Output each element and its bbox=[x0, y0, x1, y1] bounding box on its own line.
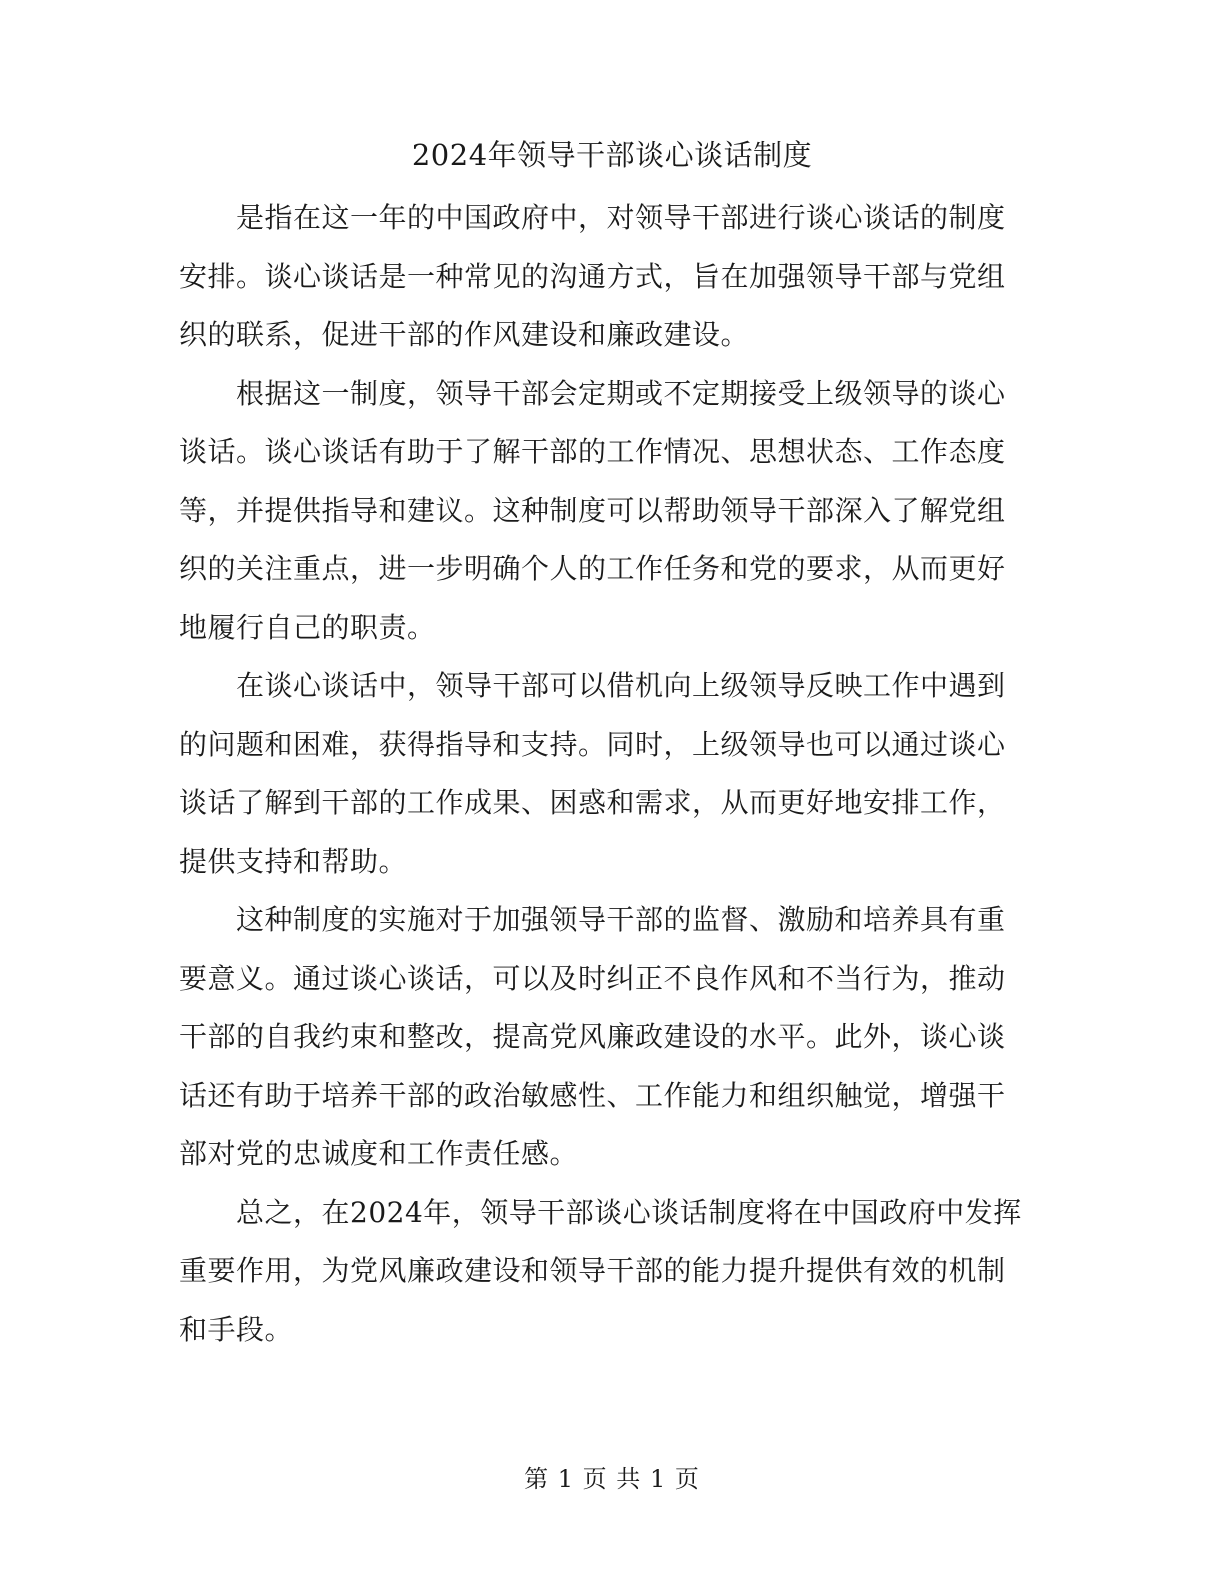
document-body bbox=[179, 189, 1022, 1359]
paragraph-3: 在谈心谈话中，领导干部可以借机向上级领导反映工作中遇到的问题和困难，获得指导和支持。同时，上级领导也可以通过谈心谈话了解到干部的工作成果、困惑和需求，从而更好地安排工作，提供支持和帮助。 bbox=[179, 669, 1006, 878]
page-footer bbox=[0, 1461, 1224, 1497]
paragraph-4: 这种制度的实施对于加强领导干部的监督、激励和培养具有重要意义。通过谈心谈话，可以及时纠正不良作风和不当行为，推动干部的自我约束和整改，提高党风廉政建设的水平。此外，谈心谈话还有助于培养干部的政治敏感性、工作能力和组织触觉，增强干部对党的忠诚度和工作责任感。 bbox=[179, 903, 1006, 1170]
paragraph-1: 是指在这一年的中国政府中，对领导干部进行谈心谈话的制度安排。谈心谈话是一种常见的沟通方式，旨在加强领导干部与党组织的联系，促进干部的作风建设和廉政建设。 bbox=[179, 201, 1006, 351]
paragraph-5: 总之，在2024年，领导干部谈心谈话制度将在中国政府中发挥重要作用，为党风廉政建设和领导干部的能力提升提供有效的机制和手段。 bbox=[179, 1195, 1022, 1346]
page-number-label: 第 1 页 共 1 页 bbox=[524, 1465, 700, 1493]
paragraph-2: 根据这一制度，领导干部会定期或不定期接受上级领导的谈心谈话。谈心谈话有助于了解干部的工作情况、思想状态、工作态度等，并提供指导和建议。这种制度可以帮助领导干部深入了解党组织的关注重点，进一步明确个人的工作任务和党的要求，从而更好地履行自己的职责。 bbox=[179, 376, 1006, 644]
document-title: 2024年领导干部谈心谈话制度 bbox=[411, 138, 813, 172]
